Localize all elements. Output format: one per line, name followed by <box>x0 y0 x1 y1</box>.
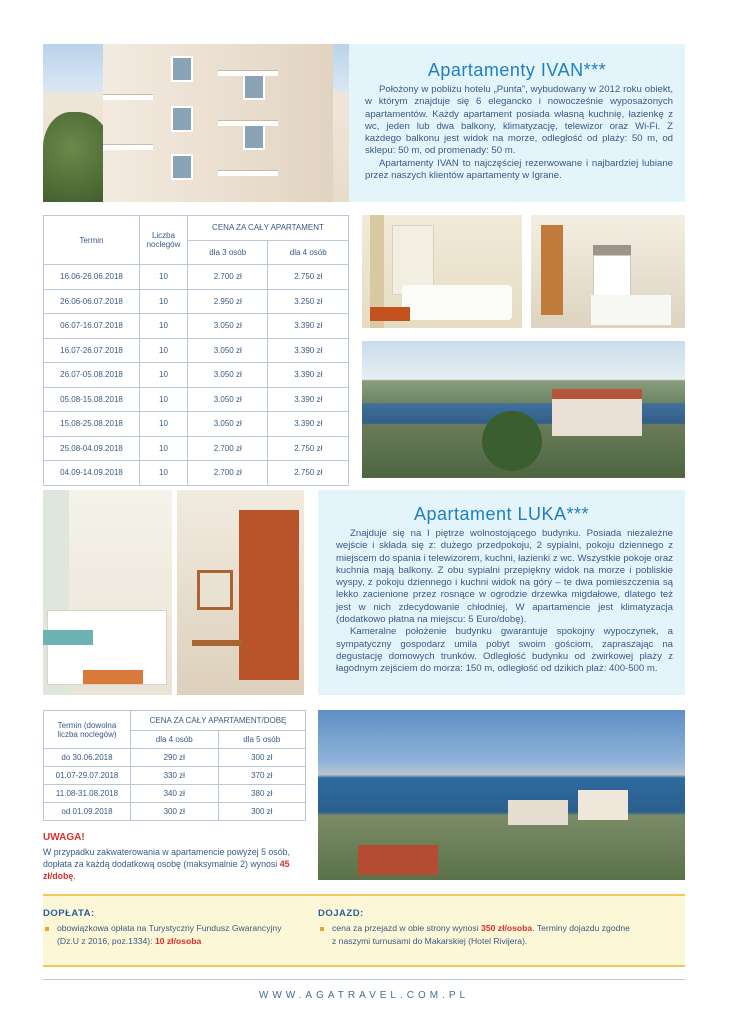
table-cell-noce: 10 <box>140 338 188 363</box>
apartamenty-ivan-title: Apartamenty IVAN*** <box>427 60 607 80</box>
ivan-kitchen-photo <box>531 215 685 328</box>
luka-bedroom-photo-2 <box>177 490 304 695</box>
table-cell-c1: 3.050 zł <box>188 363 268 388</box>
table-cell-c1: 3.050 zł <box>188 314 268 339</box>
table-cell-c1: 2.700 zł <box>188 265 268 290</box>
table-cell-termin: 26.06-06.07.2018 <box>44 289 140 314</box>
ivan-paragraph-2: Apartamenty IVAN to najczęściej rezerwowane i najbardziej lubiane przez naszych klientów apartamenty w Igrane. <box>365 157 673 182</box>
uwaga-text-end: . <box>73 871 76 881</box>
table-cell-termin: 06.07-16.07.2018 <box>44 314 140 339</box>
table-row <box>44 767 306 785</box>
table-cell-c2: 2.750 zł <box>268 265 349 290</box>
table-row <box>44 749 306 767</box>
table-cell-termin: 16.06-26.06.2018 <box>44 265 140 290</box>
table-cell-termin: od 01.09.2018 <box>44 803 131 821</box>
table-cell-noce: 10 <box>140 363 188 388</box>
footer-divider <box>43 979 685 980</box>
bullet-icon <box>45 927 49 931</box>
table-cell-c1: 3.050 zł <box>188 387 268 412</box>
apartament-luka-title: Apartament LUKA*** <box>413 504 590 524</box>
table-cell-c2: 3.390 zł <box>268 412 349 437</box>
table-cell-termin: 04.09-14.09.2018 <box>44 461 140 486</box>
table-cell-c1: 2.950 zł <box>188 289 268 314</box>
table-cell-c2: 3.390 zł <box>268 314 349 339</box>
table-cell-termin: 11.08-31.08.2018 <box>44 785 131 803</box>
doplata-text <box>57 922 317 948</box>
table-cell-noce: 10 <box>140 387 188 412</box>
luka-price-table <box>43 710 306 821</box>
header-liczba-noclegow: Liczba noclegów <box>140 216 188 265</box>
luka-paragraph-1: Znajduje się na I piętrze wolnostojącego budynku. Posiada niezależne wejście i składa się z: dużego przedpokoju, 2 sypialni, pokoju dziennego z miejscem do spania i telewizorem, kuchni, łazienki z wc. Wszystkie pokoje oraz kuchnia mają balkony. Z obu sypialni przepiękny widok na morze i pobliskie wyspy, z pokoju dziennego i kuchni widok na góry – te dwa pomieszczenia są lekko zacienione przez rosnące w ogrodzie drzewka migdałowe, dlatego też jest w nich zdecydowanie chłodniej. W apartamencie jest klimatyzacja (dodatkowo płatna na miejscu: 5 Euro/dobę). <box>336 528 673 626</box>
apartament-luka-description-box <box>318 490 685 695</box>
header-cena: CENA ZA CAŁY APARTAMENT/DOBĘ <box>131 711 306 731</box>
table-cell-c1: 2.700 zł <box>188 436 268 461</box>
table-row <box>44 436 349 461</box>
info-bar <box>43 894 685 967</box>
table-cell-c1: 3.050 zł <box>188 338 268 363</box>
table-cell-termin: 25.08-04.09.2018 <box>44 436 140 461</box>
table-row <box>44 412 349 437</box>
table-cell-c1: 340 zł <box>131 785 219 803</box>
header-termin: Termin (dowolna liczba noclegów) <box>44 711 131 749</box>
dojazd-text-line-2: z naszymi turnusami do Makarskiej (Hotel Rivijera). <box>332 936 528 946</box>
table-cell-c2: 380 zł <box>218 785 306 803</box>
dojazd-title: DOJAZD: <box>318 908 364 919</box>
apartament-luka-description <box>336 528 673 676</box>
table-row <box>44 363 349 388</box>
table-cell-c2: 3.390 zł <box>268 387 349 412</box>
table-cell-c1: 290 zł <box>131 749 219 767</box>
bullet-icon <box>320 927 324 931</box>
table-cell-noce: 10 <box>140 461 188 486</box>
doplata-text-line-2: (Dz.U z 2016, poz.1334): <box>57 936 153 946</box>
footer-website-link[interactable]: WWW.AGATRAVEL.COM.PL <box>258 990 470 1001</box>
table-cell-c1: 2.700 zł <box>188 461 268 486</box>
table-cell-c2: 2.750 zł <box>268 461 349 486</box>
table-cell-termin: 05.08-15.08.2018 <box>44 387 140 412</box>
luka-paragraph-2: Kameralne położenie budynku gwarantuje spokojny wypoczynek, a sympatyczny gospodarz umila pobyt swoim gościom, zapraszając na degustację domowych trunków. Odległość budynku od żwirkowej plaży z łagodnym zejściem do morza: 150 m, odległość od dzikich plaż: 400-500 m. <box>336 626 673 675</box>
dojazd-text <box>332 922 682 948</box>
table-cell-noce: 10 <box>140 289 188 314</box>
uwaga-amount: 45 zł/dobę <box>43 859 290 881</box>
ivan-paragraph-1: Położony w pobliżu hotelu „Punta”, wybudowany w 2012 roku obiekt, w którym znajduje się 6 elegancko i nowocześnie wyposażonych apartamentów. Każdy apartament posiada własną kuchnię, łazienkę z wc, jeden lub dwa balkony, klimatyzację, telewizor oraz Wi-Fi. Z każdego balkonu jest widok na morze, odległość od plaży: 50 m, od sklepu: 50 m, od promenady: 50 m. <box>365 84 673 157</box>
table-cell-termin: do 30.06.2018 <box>44 749 131 767</box>
header-termin: Termin <box>44 216 140 265</box>
dojazd-amount: 350 zł/osoba <box>481 923 533 933</box>
table-row <box>44 387 349 412</box>
header-dla-4-osob: dla 4 osób <box>268 240 349 265</box>
table-cell-termin: 01.07-29.07.2018 <box>44 767 131 785</box>
table-cell-noce: 10 <box>140 412 188 437</box>
table-cell-termin: 16.07-26.07.2018 <box>44 338 140 363</box>
table-row <box>44 265 349 290</box>
table-cell-noce: 10 <box>140 314 188 339</box>
apartamenty-ivan-description-box <box>349 44 685 202</box>
table-row <box>44 314 349 339</box>
table-row <box>44 461 349 486</box>
uwaga-text-body: W przypadku zakwaterowania w apartamencie powyżej 5 osób, dopłata za każdą dodatkową osobę (maksymalnie 2) wynosi <box>43 847 290 869</box>
table-cell-c2: 3.250 zł <box>268 289 349 314</box>
ivan-bedroom-photo <box>362 215 522 328</box>
table-cell-c2: 300 zł <box>218 749 306 767</box>
table-cell-termin: 15.08-25.08.2018 <box>44 412 140 437</box>
table-row <box>44 803 306 821</box>
header-dla-3-osob: dla 3 osób <box>188 240 268 265</box>
header-cena: CENA ZA CAŁY APARTAMENT <box>188 216 349 241</box>
doplata-text-line-1: obowiązkowa opłata na Turystyczny Fundusz Gwarancyjny <box>57 923 282 933</box>
table-cell-noce: 10 <box>140 265 188 290</box>
uwaga-title: UWAGA! <box>43 832 85 843</box>
doplata-amount: 10 zł/osoba <box>154 936 202 946</box>
table-cell-noce: 10 <box>140 436 188 461</box>
table-cell-c1: 300 zł <box>131 803 219 821</box>
table-cell-c2: 300 zł <box>218 803 306 821</box>
dojazd-text-line-1: cena za przejazd w obie strony wynosi <box>332 923 479 933</box>
apartamenty-ivan-description <box>365 84 673 182</box>
header-dla-4-osob: dla 4 osób <box>131 731 219 749</box>
table-cell-c1: 330 zł <box>131 767 219 785</box>
table-row <box>44 785 306 803</box>
table-cell-termin: 26.07-05.08.2018 <box>44 363 140 388</box>
table-cell-c2: 3.390 zł <box>268 363 349 388</box>
table-cell-c2: 2.750 zł <box>268 436 349 461</box>
apartamenty-ivan-building-photo <box>43 44 349 202</box>
dojazd-text-line-1b: . Terminy dojazdu zgodne <box>532 923 630 933</box>
header-dla-5-osob: dla 5 osób <box>218 731 306 749</box>
table-row <box>44 338 349 363</box>
table-cell-c1: 3.050 zł <box>188 412 268 437</box>
luka-bedroom-photo-1 <box>43 490 172 695</box>
igrane-sea-view-photo <box>362 341 685 478</box>
table-cell-c2: 3.390 zł <box>268 338 349 363</box>
uwaga-text <box>43 846 306 882</box>
table-cell-c2: 370 zł <box>218 767 306 785</box>
ivan-price-table <box>43 215 349 486</box>
table-row <box>44 289 349 314</box>
igrane-panorama-photo <box>318 710 685 880</box>
doplata-title: DOPŁATA: <box>43 908 95 919</box>
